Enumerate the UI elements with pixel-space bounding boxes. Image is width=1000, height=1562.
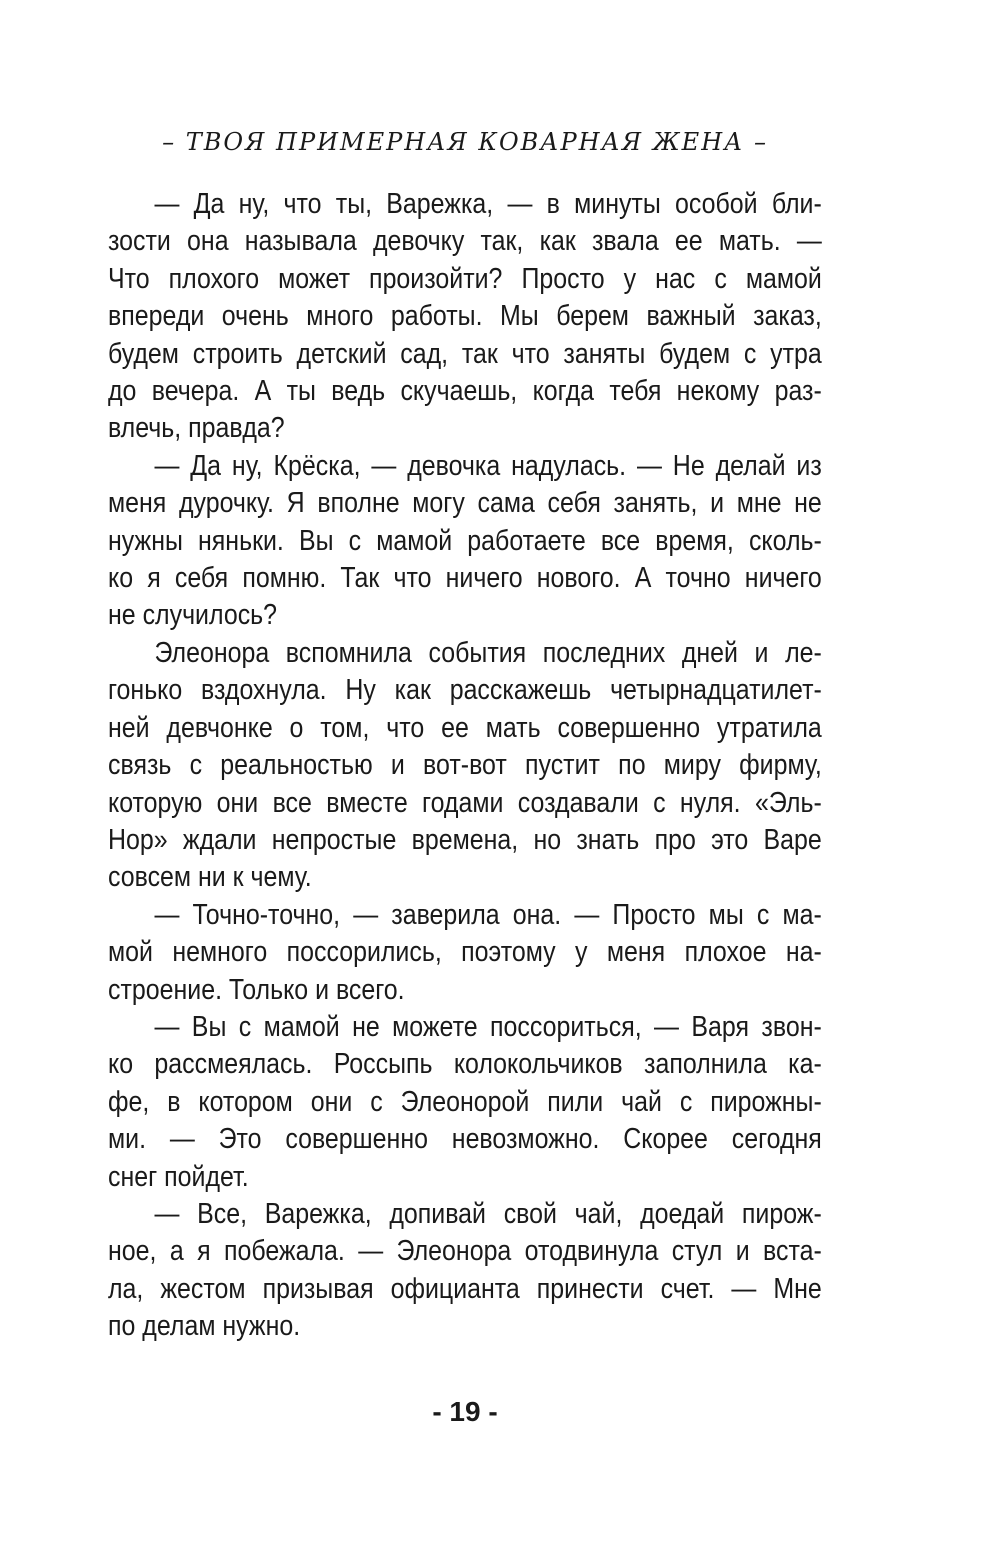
- text-line: совсем ни к чему.: [108, 861, 312, 894]
- text-line: ко я себя помню. Так что ничего нового. А точно ничего: [108, 562, 822, 595]
- text-line: ла, жестом призывая официанта принести счет. — Мне: [108, 1272, 822, 1305]
- text-line: Элеонора вспомнила события последних дней и ле-: [154, 636, 822, 669]
- text-line: влечь, правда?: [108, 412, 285, 445]
- text-line: Нор» ждали непростые времена, но знать про это Варе: [108, 823, 822, 856]
- text-line: нужны няньки. Вы с мамой работаете все время, сколь-: [108, 524, 822, 557]
- text-line: Что плохого может произойти? Просто у нас с мамой: [108, 262, 822, 295]
- page-number: - 19 -: [432, 1396, 498, 1427]
- text-line: меня дурочку. Я вполне могу сама себя занять, и мне не: [108, 487, 822, 520]
- text-line: не случилось?: [108, 599, 278, 632]
- text-line: — Все, Варежка, допивай свой чай, доедай пирож-: [154, 1197, 822, 1230]
- text-line: — Да ну, Крёска, — девочка надулась. — Не делай из: [154, 449, 822, 482]
- text-line: — Точно-точно, — заверила она. — Просто мы с ма-: [154, 898, 822, 931]
- text-line: ней девчонке о том, что ее мать совершенно утратила: [108, 711, 822, 744]
- text-line: — Да ну, что ты, Варежка, — в минуты особой бли-: [154, 188, 822, 220]
- text-line: связь с реальностью и вот-вот пустит по миру фирму,: [108, 749, 822, 782]
- body-text: [108, 186, 822, 1346]
- text-line: по делам нужно.: [108, 1310, 301, 1343]
- text-line: будем строить детский сад, так что заняты будем с утра: [108, 337, 822, 370]
- text-line: до вечера. А ты ведь скучаешь, когда тебя некому раз-: [108, 375, 822, 408]
- text-line: ко рассмеялась. Россыпь колокольчиков заполнила ка-: [108, 1048, 822, 1081]
- text-line: строение. Только и всего.: [108, 973, 405, 1006]
- text-line: зости она называла девочку так, как звала ее мать. —: [108, 225, 822, 258]
- text-line: которую они все вместе годами создавали с нуля. «Эль-: [108, 786, 822, 819]
- text-line: ми. — Это совершенно невозможно. Скорее сегодня: [108, 1123, 822, 1156]
- text-line: фе, в котором они с Элеонорой пили чай с пирожны-: [108, 1085, 822, 1118]
- text-line: ное, а я побежала. — Элеонора отодвинула стул и вста-: [108, 1235, 822, 1268]
- text-line: — Вы с мамой не можете поссориться, — Варя звон-: [154, 1010, 822, 1043]
- running-header: – ТВОЯ ПРИМЕРНАЯ КОВАРНАЯ ЖЕНА –: [162, 128, 768, 156]
- text-line: снег пойдет.: [108, 1160, 249, 1193]
- text-line: гонько вздохнула. Ну как расскажешь четырнадцатилет-: [108, 674, 822, 707]
- text-line: впереди очень много работы. Мы берем важный заказ,: [108, 300, 822, 333]
- text-line: мой немного поссорились, поэтому у меня плохое на-: [108, 936, 822, 969]
